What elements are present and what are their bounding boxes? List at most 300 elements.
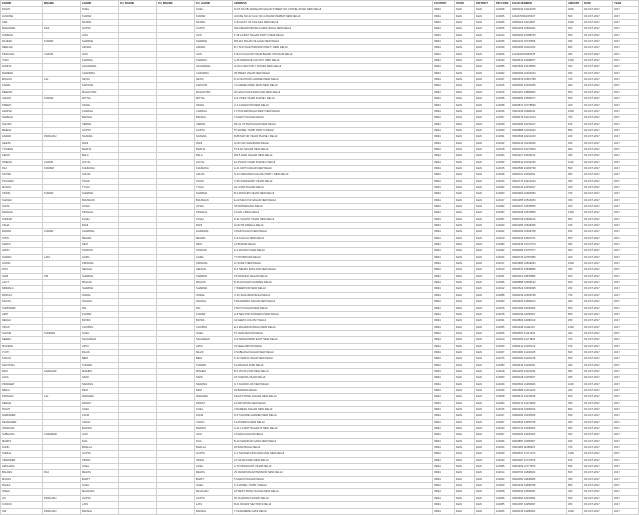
cell-year[interactable]: 2017 <box>613 280 639 286</box>
cell-year[interactable]: 2017 <box>613 483 639 489</box>
cell-country[interactable]: INDIA <box>433 83 455 89</box>
cell-date[interactable]: 03-OCT-2017 <box>583 343 613 349</box>
cell-amount[interactable]: 250 <box>567 419 583 425</box>
cell-address[interactable]: 8 EAST PATEL NAGAR NEW DELHI <box>233 394 433 400</box>
cell-district[interactable]: Delhi <box>475 337 495 343</box>
cell-year[interactable]: 2017 <box>613 375 639 381</box>
cell-amount[interactable]: 700 <box>567 191 583 197</box>
cell-mname[interactable]: KUMAR <box>43 39 81 45</box>
cell-date[interactable]: 03-OCT-2017 <box>583 464 613 470</box>
cell-fh-lname[interactable]: RAJPAL <box>195 20 233 26</box>
cell-address[interactable]: J-9 GREEN PARK MAIN NEW DELHI <box>233 83 433 89</box>
cell-district[interactable]: Delhi <box>475 502 495 508</box>
cell-country[interactable]: INDIA <box>433 451 455 457</box>
cell-date[interactable]: 03-OCT-2017 <box>583 267 613 273</box>
cell-country[interactable]: INDIA <box>433 134 455 140</box>
cell-folio-number[interactable]: IN300360 10223344 <box>511 70 567 76</box>
cell-state[interactable]: Delhi <box>455 102 475 108</box>
cell-district[interactable]: Delhi <box>475 115 495 121</box>
cell-district[interactable]: Delhi <box>475 375 495 381</box>
cell-date[interactable]: 03-OCT-2017 <box>583 368 613 374</box>
cell-amount[interactable]: 950 <box>567 172 583 178</box>
cell-fname[interactable]: YOGESH <box>1 146 43 152</box>
cell-address[interactable]: H.NO.55 NARELA DELHI <box>233 223 433 229</box>
cell-year[interactable]: 2017 <box>613 457 639 463</box>
cell-date[interactable]: 03-OCT-2017 <box>583 483 613 489</box>
cell-fh-lname[interactable]: KAPOOR <box>195 83 233 89</box>
cell-year[interactable]: 2017 <box>613 432 639 438</box>
cell-pin-code[interactable]: 110059 <box>495 121 511 127</box>
cell-state[interactable]: Delhi <box>455 64 475 70</box>
cell-folio-number[interactable]: IN302119 10878889 <box>511 273 567 279</box>
cell-date[interactable]: 03-OCT-2017 <box>583 286 613 292</box>
cell-amount[interactable]: 600 <box>567 146 583 152</box>
cell-address[interactable]: FLAT NO.3B JAWAHAR NAGAR STREET NO.3 PATEL ROAD NEW DELHI <box>233 7 433 13</box>
cell-district[interactable]: Delhi <box>475 318 495 324</box>
cell-address[interactable]: H.NO.9 SECTOR 7 ROHINI NEW DELHI <box>233 64 433 70</box>
cell-pin-code[interactable]: 110027 <box>495 77 511 83</box>
cell-lname[interactable]: LATA <box>81 502 119 508</box>
cell-amount[interactable]: 850 <box>567 483 583 489</box>
cell-state[interactable]: Delhi <box>455 58 475 64</box>
cell-year[interactable]: 2017 <box>613 311 639 317</box>
cell-pin-code[interactable]: 110005 <box>495 13 511 19</box>
cell-district[interactable]: Delhi <box>475 121 495 127</box>
header-cell-fh-mname[interactable]: FH_MNAME <box>157 1 195 7</box>
cell-lname[interactable]: KAPOOR <box>81 83 119 89</box>
cell-district[interactable]: Delhi <box>475 108 495 114</box>
cell-fh-lname[interactable]: GUPTA <box>195 26 233 32</box>
cell-lname[interactable]: KUMARI <box>81 362 119 368</box>
cell-fh-lname[interactable]: KHURANA <box>195 165 233 171</box>
cell-address[interactable]: 45 RANI BAGH DELHI <box>233 445 433 451</box>
cell-country[interactable]: INDIA <box>433 77 455 83</box>
cell-pin-code[interactable]: 110085 <box>495 502 511 508</box>
cell-date[interactable]: 03-OCT-2017 <box>583 292 613 298</box>
cell-country[interactable]: INDIA <box>433 153 455 159</box>
cell-fh-lname[interactable]: MALHOTRA <box>195 89 233 95</box>
cell-mname[interactable]: KUMAR <box>43 96 81 102</box>
cell-mname[interactable]: OM <box>43 273 81 279</box>
cell-fname[interactable]: MOHAN <box>1 77 43 83</box>
cell-country[interactable]: INDIA <box>433 457 455 463</box>
cell-country[interactable]: INDIA <box>433 387 455 393</box>
cell-fh-lname[interactable]: SETHI <box>195 77 233 83</box>
cell-lname[interactable]: SAXENA <box>81 134 119 140</box>
cell-lname[interactable]: AGGARWAL <box>81 64 119 70</box>
cell-country[interactable]: INDIA <box>433 432 455 438</box>
cell-district[interactable]: Delhi <box>475 13 495 19</box>
cell-fh-lname[interactable]: CHAWLA <box>195 108 233 114</box>
cell-lname[interactable]: MALIK <box>81 349 119 355</box>
cell-amount[interactable]: 350 <box>567 375 583 381</box>
cell-year[interactable]: 2017 <box>613 172 639 178</box>
cell-amount[interactable]: 400 <box>567 26 583 32</box>
cell-lname[interactable]: TANDON <box>81 248 119 254</box>
cell-date[interactable]: 03-OCT-2017 <box>583 216 613 222</box>
cell-fh-lname[interactable]: GARG <box>195 254 233 260</box>
cell-lname[interactable]: SACHDEVA <box>81 337 119 343</box>
cell-date[interactable]: 03-OCT-2017 <box>583 45 613 51</box>
cell-fh-lname[interactable]: SAXENA <box>195 134 233 140</box>
cell-address[interactable]: 15 JAMA MASJID DELHI <box>233 330 433 336</box>
cell-date[interactable]: 03-OCT-2017 <box>583 394 613 400</box>
cell-pin-code[interactable]: 110040 <box>495 223 511 229</box>
cell-year[interactable]: 2017 <box>613 267 639 273</box>
cell-lname[interactable]: MAHAJAN <box>81 489 119 495</box>
cell-date[interactable]: 03-OCT-2017 <box>583 172 613 178</box>
cell-pin-code[interactable]: 110064 <box>495 153 511 159</box>
cell-fh-lname[interactable]: KOHLI <box>195 216 233 222</box>
cell-address[interactable]: B-10 SHANKAR GARH NEW DELHI <box>233 438 433 444</box>
cell-district[interactable]: Delhi <box>475 343 495 349</box>
cell-fh-lname[interactable]: GOEL <box>195 330 233 336</box>
cell-state[interactable]: Delhi <box>455 311 475 317</box>
cell-district[interactable]: Delhi <box>475 153 495 159</box>
cell-year[interactable]: 2017 <box>613 470 639 476</box>
cell-lname[interactable]: BHASIN <box>81 426 119 432</box>
cell-district[interactable]: Delhi <box>475 178 495 184</box>
cell-date[interactable]: 03-OCT-2017 <box>583 191 613 197</box>
cell-district[interactable]: Delhi <box>475 349 495 355</box>
cell-amount[interactable]: 350 <box>567 476 583 482</box>
cell-folio-number[interactable]: IN302740 10787980 <box>511 254 567 260</box>
cell-fname[interactable]: POONAM <box>1 178 43 184</box>
cell-state[interactable]: Delhi <box>455 356 475 362</box>
cell-amount[interactable]: 850 <box>567 127 583 133</box>
cell-date[interactable]: 03-OCT-2017 <box>583 159 613 165</box>
cell-country[interactable]: INDIA <box>433 299 455 305</box>
cell-fname[interactable]: PRADEEP <box>1 381 43 387</box>
cell-folio-number[interactable]: IN300570 10848586 <box>511 267 567 273</box>
cell-address[interactable]: D-12 RAJOURI GARDEN NEW DELHI <box>233 77 433 83</box>
cell-fname[interactable]: SHYAM <box>1 330 43 336</box>
cell-date[interactable]: 03-OCT-2017 <box>583 210 613 216</box>
cell-address[interactable]: RZ-21 UTTAM NAGAR NEW DELHI <box>233 121 433 127</box>
cell-state[interactable]: Delhi <box>455 292 475 298</box>
cell-district[interactable]: Delhi <box>475 216 495 222</box>
cell-mname[interactable]: CHAND <box>43 51 81 57</box>
cell-folio-number[interactable]: IN301209 10554321 <box>511 26 567 32</box>
cell-country[interactable]: INDIA <box>433 140 455 146</box>
cell-year[interactable]: 2017 <box>613 299 639 305</box>
cell-date[interactable]: 03-OCT-2017 <box>583 70 613 76</box>
cell-fname[interactable]: KAMAL <box>1 83 43 89</box>
cell-pin-code[interactable]: 110019 <box>495 267 511 273</box>
cell-district[interactable]: Delhi <box>475 267 495 273</box>
cell-fname[interactable]: MANOJ <box>1 184 43 190</box>
cell-address[interactable]: 2 MOTI NAGAR NEW DELHI <box>233 305 433 311</box>
cell-lname[interactable]: DEVI <box>81 387 119 393</box>
cell-address[interactable]: C-40 SHALIMAR BAGH DELHI <box>233 292 433 298</box>
cell-address[interactable]: 7 INDERPURI NEW DELHI <box>233 286 433 292</box>
cell-date[interactable]: 03-OCT-2017 <box>583 13 613 19</box>
cell-pin-code[interactable]: 110034 <box>495 445 511 451</box>
cell-date[interactable]: 03-OCT-2017 <box>583 508 613 514</box>
cell-fname[interactable]: USHA <box>1 223 43 229</box>
cell-pin-code[interactable]: 110016 <box>495 83 511 89</box>
cell-year[interactable]: 2017 <box>613 356 639 362</box>
cell-fname[interactable]: RAVI <box>1 368 43 374</box>
cell-year[interactable]: 2017 <box>613 426 639 432</box>
cell-pin-code[interactable]: 110084 <box>495 242 511 248</box>
cell-year[interactable]: 2017 <box>613 96 639 102</box>
cell-pin-code[interactable]: 110009 <box>495 483 511 489</box>
cell-district[interactable]: Delhi <box>475 184 495 190</box>
cell-amount[interactable]: 350 <box>567 267 583 273</box>
cell-amount[interactable]: 750 <box>567 292 583 298</box>
cell-fh-lname[interactable]: TYAGI <box>195 184 233 190</box>
cell-district[interactable]: Delhi <box>475 305 495 311</box>
cell-pin-code[interactable]: 110083 <box>495 362 511 368</box>
cell-lname[interactable]: GUPTA <box>81 26 119 32</box>
cell-country[interactable]: INDIA <box>433 26 455 32</box>
cell-country[interactable]: INDIA <box>433 146 455 152</box>
cell-pin-code[interactable]: 110067 <box>495 419 511 425</box>
cell-date[interactable]: 03-OCT-2017 <box>583 375 613 381</box>
cell-district[interactable]: Delhi <box>475 102 495 108</box>
cell-address[interactable]: A-70 PRASHANT VIHAR DELHI <box>233 464 433 470</box>
cell-folio-number[interactable]: IN301143 10776655 <box>511 39 567 45</box>
cell-address[interactable]: 7 KASHMERE GATE DELHI <box>233 508 433 514</box>
cell-district[interactable]: Delhi <box>475 438 495 444</box>
cell-lname[interactable]: BALA <box>81 153 119 159</box>
cell-fh-lname[interactable]: JAIN <box>195 32 233 38</box>
cell-fh-lname[interactable]: BHATIA <box>195 146 233 152</box>
cell-folio-number[interactable]: IN301696 10212223 <box>511 134 567 140</box>
cell-fh-lname[interactable]: LATA <box>195 502 233 508</box>
cell-address[interactable]: D-31 VASANT VIHAR NEW DELHI <box>233 216 433 222</box>
cell-fh-lname[interactable]: AGARWAL <box>195 229 233 235</box>
cell-amount[interactable]: 400 <box>567 489 583 495</box>
cell-year[interactable]: 2017 <box>613 495 639 501</box>
cell-amount[interactable]: 900 <box>567 248 583 254</box>
cell-amount[interactable]: 2000 <box>567 7 583 13</box>
cell-year[interactable]: 2017 <box>613 39 639 45</box>
cell-pin-code[interactable]: 110096 <box>495 438 511 444</box>
cell-year[interactable]: 2017 <box>613 248 639 254</box>
cell-lname[interactable]: KOHLI <box>81 216 119 222</box>
cell-state[interactable]: Delhi <box>455 223 475 229</box>
cell-pin-code[interactable]: 110012 <box>495 286 511 292</box>
cell-lname[interactable]: SHARMA <box>81 39 119 45</box>
cell-state[interactable]: Delhi <box>455 159 475 165</box>
cell-address[interactable]: B-4 PASCHIM VIHAR NEW DELHI <box>233 191 433 197</box>
cell-amount[interactable]: 650 <box>567 229 583 235</box>
cell-state[interactable]: Delhi <box>455 476 475 482</box>
cell-fname[interactable]: PANKAJ <box>1 292 43 298</box>
cell-amount[interactable]: 650 <box>567 464 583 470</box>
cell-fname[interactable]: JYOTI <box>1 349 43 355</box>
cell-state[interactable]: Delhi <box>455 254 475 260</box>
cell-year[interactable]: 2017 <box>613 362 639 368</box>
cell-date[interactable]: 03-OCT-2017 <box>583 330 613 336</box>
header-cell-mname[interactable]: MNAME <box>43 1 81 7</box>
cell-address[interactable]: C-1 SAFDARJUNG ENCLAVE NEW DELHI <box>233 451 433 457</box>
cell-date[interactable]: 03-OCT-2017 <box>583 419 613 425</box>
cell-district[interactable]: Delhi <box>475 32 495 38</box>
cell-lname[interactable]: GOEL <box>81 483 119 489</box>
cell-district[interactable]: Delhi <box>475 381 495 387</box>
cell-amount[interactable]: 400 <box>567 134 583 140</box>
cell-district[interactable]: Delhi <box>475 235 495 241</box>
cell-country[interactable]: INDIA <box>433 13 455 19</box>
cell-state[interactable]: Delhi <box>455 210 475 216</box>
cell-folio-number[interactable]: IN302066 11171819 <box>511 337 567 343</box>
cell-fh-lname[interactable]: GUPTA <box>195 495 233 501</box>
cell-district[interactable]: Delhi <box>475 51 495 57</box>
cell-year[interactable]: 2017 <box>613 419 639 425</box>
cell-lname[interactable]: CHAWLA <box>81 108 119 114</box>
cell-folio-number[interactable]: IN300450 11899091 <box>511 489 567 495</box>
cell-fname[interactable]: ANIL <box>1 20 43 26</box>
cell-lname[interactable]: GOEL <box>81 7 119 13</box>
cell-country[interactable]: INDIA <box>433 242 455 248</box>
cell-fh-lname[interactable]: GUPTA <box>195 451 233 457</box>
cell-pin-code[interactable]: 110031 <box>495 318 511 324</box>
cell-district[interactable]: Delhi <box>475 26 495 32</box>
cell-fh-lname[interactable]: CHOPRA <box>195 324 233 330</box>
cell-amount[interactable]: 150 <box>567 223 583 229</box>
cell-fname[interactable]: DEEPAK <box>1 89 43 95</box>
cell-folio-number[interactable]: IN301127 10303132 <box>511 153 567 159</box>
cell-amount[interactable]: 600 <box>567 32 583 38</box>
cell-folio-number[interactable]: IN302679 10667788 <box>511 77 567 83</box>
cell-folio-number[interactable]: IN300597 11141516 <box>511 330 567 336</box>
cell-fname[interactable]: KIRAN <box>1 153 43 159</box>
cell-date[interactable]: 03-OCT-2017 <box>583 248 613 254</box>
cell-folio-number[interactable]: IN300394 10334455 <box>511 83 567 89</box>
cell-pin-code[interactable]: 110027 <box>495 349 511 355</box>
cell-lname[interactable]: BHALLA <box>81 445 119 451</box>
cell-folio-number[interactable]: IN301019 11505152 <box>511 407 567 413</box>
cell-pin-code[interactable]: 110091 <box>495 134 511 140</box>
cell-address[interactable]: C-3 JANAKPURI NEW DELHI <box>233 102 433 108</box>
cell-date[interactable]: 03-OCT-2017 <box>583 324 613 330</box>
cell-district[interactable]: Delhi <box>475 89 495 95</box>
cell-pin-code[interactable]: 110016 <box>495 89 511 95</box>
cell-country[interactable]: INDIA <box>433 362 455 368</box>
cell-district[interactable]: Delhi <box>475 330 495 336</box>
cell-address[interactable]: B-41 ROHINI SECTOR 9 DELHI <box>233 502 433 508</box>
cell-state[interactable]: Delhi <box>455 375 475 381</box>
cell-state[interactable]: Delhi <box>455 413 475 419</box>
cell-lname[interactable]: SINGH <box>81 457 119 463</box>
cell-lname[interactable]: MALHOTRA <box>81 89 119 95</box>
cell-lname[interactable]: CHANDRA <box>81 70 119 76</box>
cell-state[interactable]: Delhi <box>455 407 475 413</box>
cell-year[interactable]: 2017 <box>613 502 639 508</box>
cell-pin-code[interactable]: 110017 <box>495 261 511 267</box>
cell-date[interactable]: 03-OCT-2017 <box>583 7 613 13</box>
cell-fname[interactable]: ARUN <box>1 248 43 254</box>
cell-folio-number[interactable]: IN302871 10778899 <box>511 102 567 108</box>
cell-district[interactable]: Delhi <box>475 464 495 470</box>
cell-fh-lname[interactable]: MEHTA <box>195 470 233 476</box>
cell-state[interactable]: Delhi <box>455 172 475 178</box>
cell-country[interactable]: INDIA <box>433 470 455 476</box>
cell-fh-lname[interactable]: DUA <box>195 438 233 444</box>
cell-pin-code[interactable]: 110092 <box>495 70 511 76</box>
cell-fname[interactable]: RAHUL <box>1 483 43 489</box>
cell-amount[interactable]: 1000 <box>567 108 583 114</box>
cell-lname[interactable]: BANSAL <box>81 508 119 514</box>
cell-state[interactable]: Delhi <box>455 337 475 343</box>
cell-fh-lname[interactable]: MOHAN <box>195 280 233 286</box>
cell-amount[interactable]: 700 <box>567 77 583 83</box>
cell-address[interactable]: 14 MUNIRKA NEW DELHI <box>233 419 433 425</box>
cell-pin-code[interactable]: 110009 <box>495 127 511 133</box>
cell-fname[interactable]: MUKESH <box>1 343 43 349</box>
cell-date[interactable]: 03-OCT-2017 <box>583 261 613 267</box>
cell-address[interactable]: C-7 ANAND LOK NEW DELHI <box>233 381 433 387</box>
cell-fh-lname[interactable]: SOOD <box>195 178 233 184</box>
cell-fname[interactable]: SUNITA <box>1 64 43 70</box>
cell-address[interactable]: WZ-110 PALAM VILLAGE NEW DELHI <box>233 39 433 45</box>
cell-year[interactable]: 2017 <box>613 464 639 470</box>
cell-pin-code[interactable]: 110085 <box>495 464 511 470</box>
cell-fh-lname[interactable]: BALA <box>195 153 233 159</box>
cell-fname[interactable]: ASHOK <box>1 96 43 102</box>
cell-district[interactable]: Delhi <box>475 292 495 298</box>
cell-country[interactable]: INDIA <box>433 368 455 374</box>
cell-address[interactable]: 77 PITAMPURA DELHI <box>233 254 433 260</box>
cell-district[interactable]: Delhi <box>475 248 495 254</box>
cell-amount[interactable]: 250 <box>567 318 583 324</box>
cell-address[interactable]: R-6 NEHRU ENCLAVE NEW DELHI <box>233 267 433 273</box>
cell-address[interactable]: G-11 LAJPAT NAGAR III NEW DELHI <box>233 426 433 432</box>
cell-state[interactable]: Delhi <box>455 483 475 489</box>
cell-fname[interactable]: RITU <box>1 267 43 273</box>
cell-year[interactable]: 2017 <box>613 26 639 32</box>
cell-state[interactable]: Delhi <box>455 387 475 393</box>
cell-state[interactable]: Delhi <box>455 165 475 171</box>
cell-district[interactable]: Delhi <box>475 426 495 432</box>
cell-amount[interactable]: 250 <box>567 502 583 508</box>
cell-date[interactable]: 03-OCT-2017 <box>583 407 613 413</box>
cell-lname[interactable]: SHARMA <box>81 273 119 279</box>
cell-folio-number[interactable]: IN301183 11686970 <box>511 445 567 451</box>
cell-fname[interactable]: MANJU <box>1 476 43 482</box>
cell-fname[interactable]: BALDEV <box>1 470 43 476</box>
cell-folio-number[interactable]: IN300220 11626364 <box>511 432 567 438</box>
cell-fname[interactable]: SANTOSH <box>1 362 43 368</box>
cell-fh-lname[interactable]: SINGH <box>195 102 233 108</box>
cell-lname[interactable]: SHARMA <box>81 286 119 292</box>
cell-address[interactable]: E-2 MAHARANI BAGH NEW DELHI <box>233 324 433 330</box>
cell-state[interactable]: Delhi <box>455 280 475 286</box>
cell-address[interactable]: 4 SHAKTI NAGAR DELHI <box>233 115 433 121</box>
cell-fname[interactable]: ALKA <box>1 375 43 381</box>
cell-district[interactable]: Delhi <box>475 445 495 451</box>
cell-date[interactable]: 03-OCT-2017 <box>583 96 613 102</box>
cell-district[interactable]: Delhi <box>475 489 495 495</box>
cell-fname[interactable]: NARINDER <box>1 413 43 419</box>
cell-date[interactable]: 03-OCT-2017 <box>583 102 613 108</box>
cell-pin-code[interactable]: 110015 <box>495 407 511 413</box>
cell-lname[interactable]: YADAV <box>81 419 119 425</box>
cell-fname[interactable]: SUMAN <box>1 254 43 260</box>
cell-year[interactable]: 2017 <box>613 305 639 311</box>
cell-mname[interactable]: KUMAR <box>43 191 81 197</box>
cell-pin-code[interactable]: 110014 <box>495 470 511 476</box>
cell-year[interactable]: 2017 <box>613 438 639 444</box>
cell-country[interactable]: INDIA <box>433 495 455 501</box>
cell-amount[interactable]: 250 <box>567 140 583 146</box>
cell-district[interactable]: Delhi <box>475 159 495 165</box>
cell-fname[interactable]: SANJAY <box>1 121 43 127</box>
cell-folio-number[interactable]: IN301549 10445566 <box>511 64 567 70</box>
